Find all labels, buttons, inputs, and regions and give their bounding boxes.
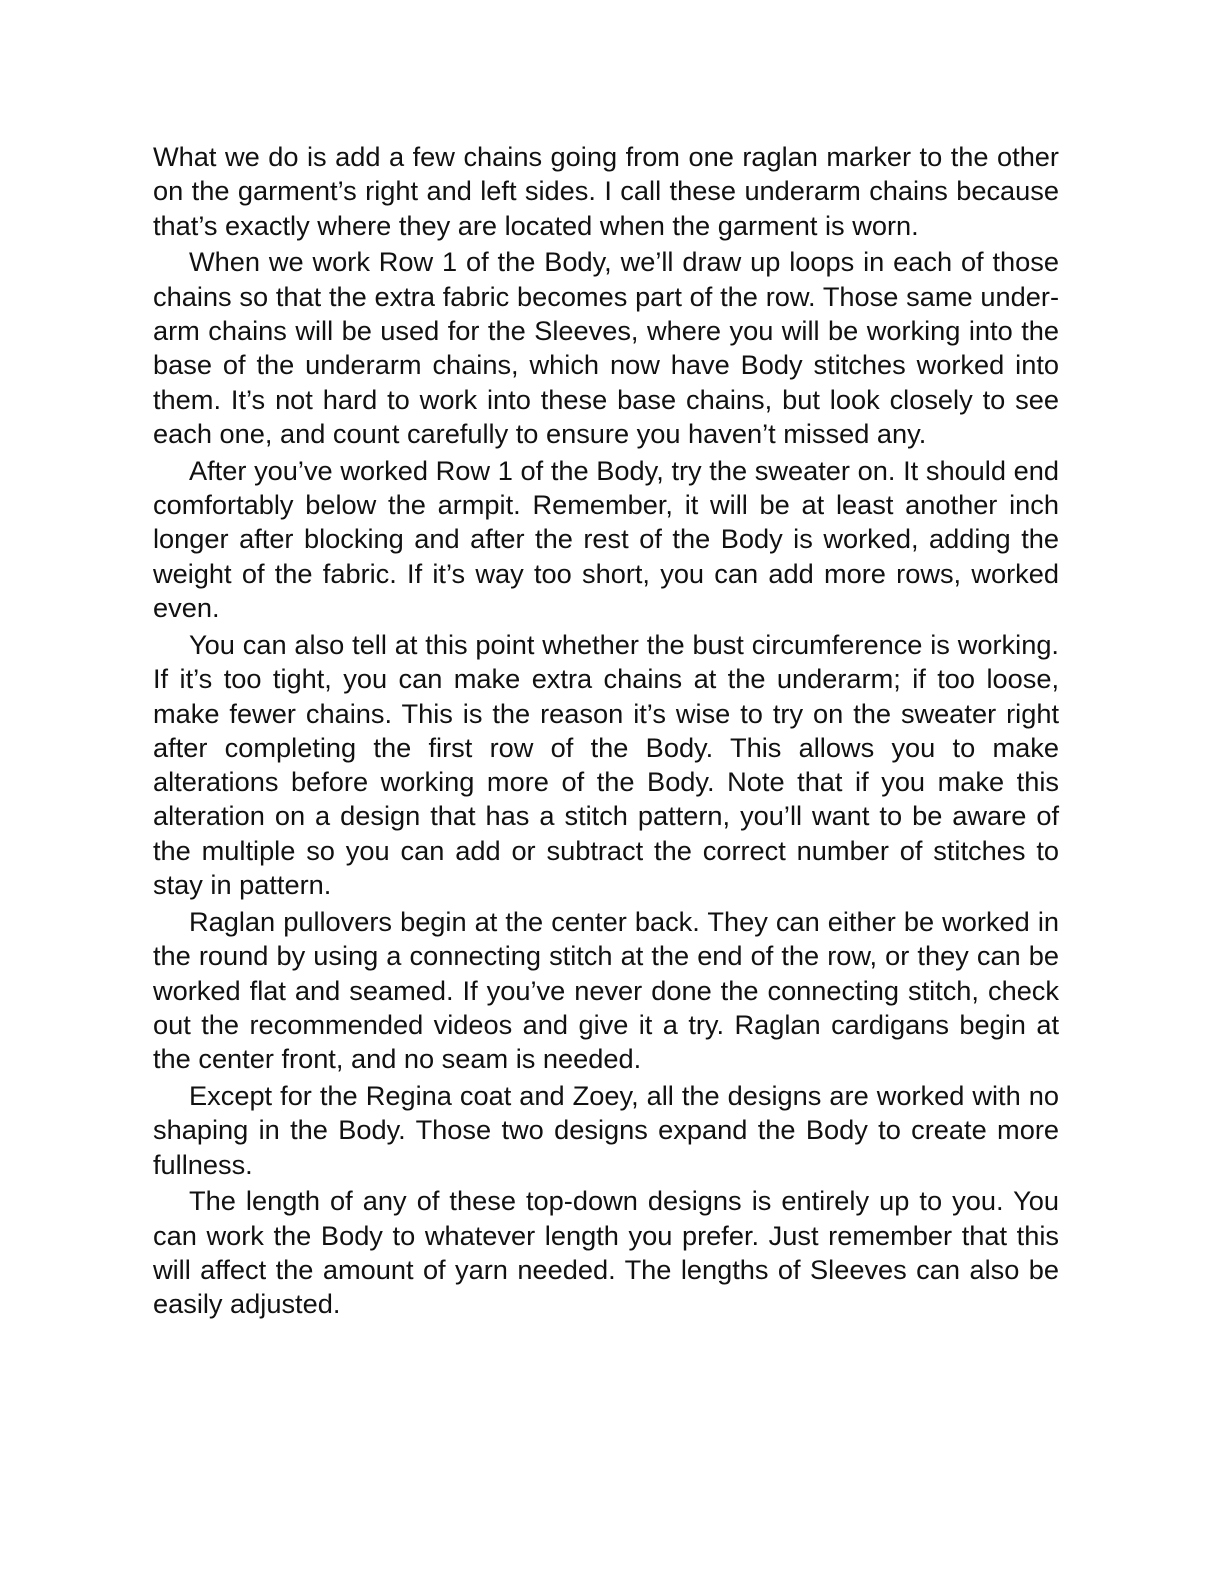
- paragraph-try-on: After you’ve worked Row 1 of the Body, try the sweater on. It should end comfortably below the armpit. Remember, it will be at least another inch longer after blocking and after the rest of the Body is worked, adding the weight of the fabric. If it’s way too short, you can add more rows, worked even.: [153, 454, 1059, 624]
- paragraph-length: The length of any of these top-down designs is entirely up to you. You can work the Body to whatever length you prefer. Just remember that this will affect the amount of yarn needed. The lengths of Sleeves can also be easily adjusted.: [153, 1185, 1059, 1320]
- paragraph-raglan-pullovers: Raglan pullovers begin at the center back. They can either be worked in the round by using a connecting stitch at the end of the row, or they can be worked flat and seamed. If you’ve never done the connecting stitch, check out the recommended videos and give it a try. Raglan cardigans begin at the center front, and no seam is needed.: [153, 905, 1059, 1075]
- paragraph-row-1-body: When we work Row 1 of the Body, we’ll draw up loops in each of those chains so that the extra fabric becomes part of the row. Those same under-arm chains will be used for the Sleeves, where you will be working into the base of the underarm chains, which now have Body stitches worked into them. It’s not hard to work into these base chains, but look closely to see each one, and count carefully to ensure you haven’t missed any.: [153, 246, 1059, 449]
- paragraph-bust-circumference: You can also tell at this point whether the bust circumference is working. If it’s too tight, you can make extra chains at the underarm; if too loose, make fewer chains. This is the reason it’s wise to try on the sweater right after completing the first row of the Body. This allows you to make alterations before working more of the Body. Note that if you make this alteration on a design that has a stitch pattern, you’ll want to be aware of the multiple so you can add or subtract the correct number of stitches to stay in pattern.: [153, 628, 1059, 901]
- page-body: [153, 140, 1059, 1324]
- paragraph-shaping: Except for the Regina coat and Zoey, all the designs are worked with no shaping in the Body. Those two designs expand the Body to create more fullness.: [153, 1079, 1059, 1180]
- paragraph-underarm-chains: What we do is add a few chains going from one raglan marker to the other on the garment’s right and left sides. I call these underarm chains because that’s exactly where they are located when the garment is worn.: [153, 141, 1059, 241]
